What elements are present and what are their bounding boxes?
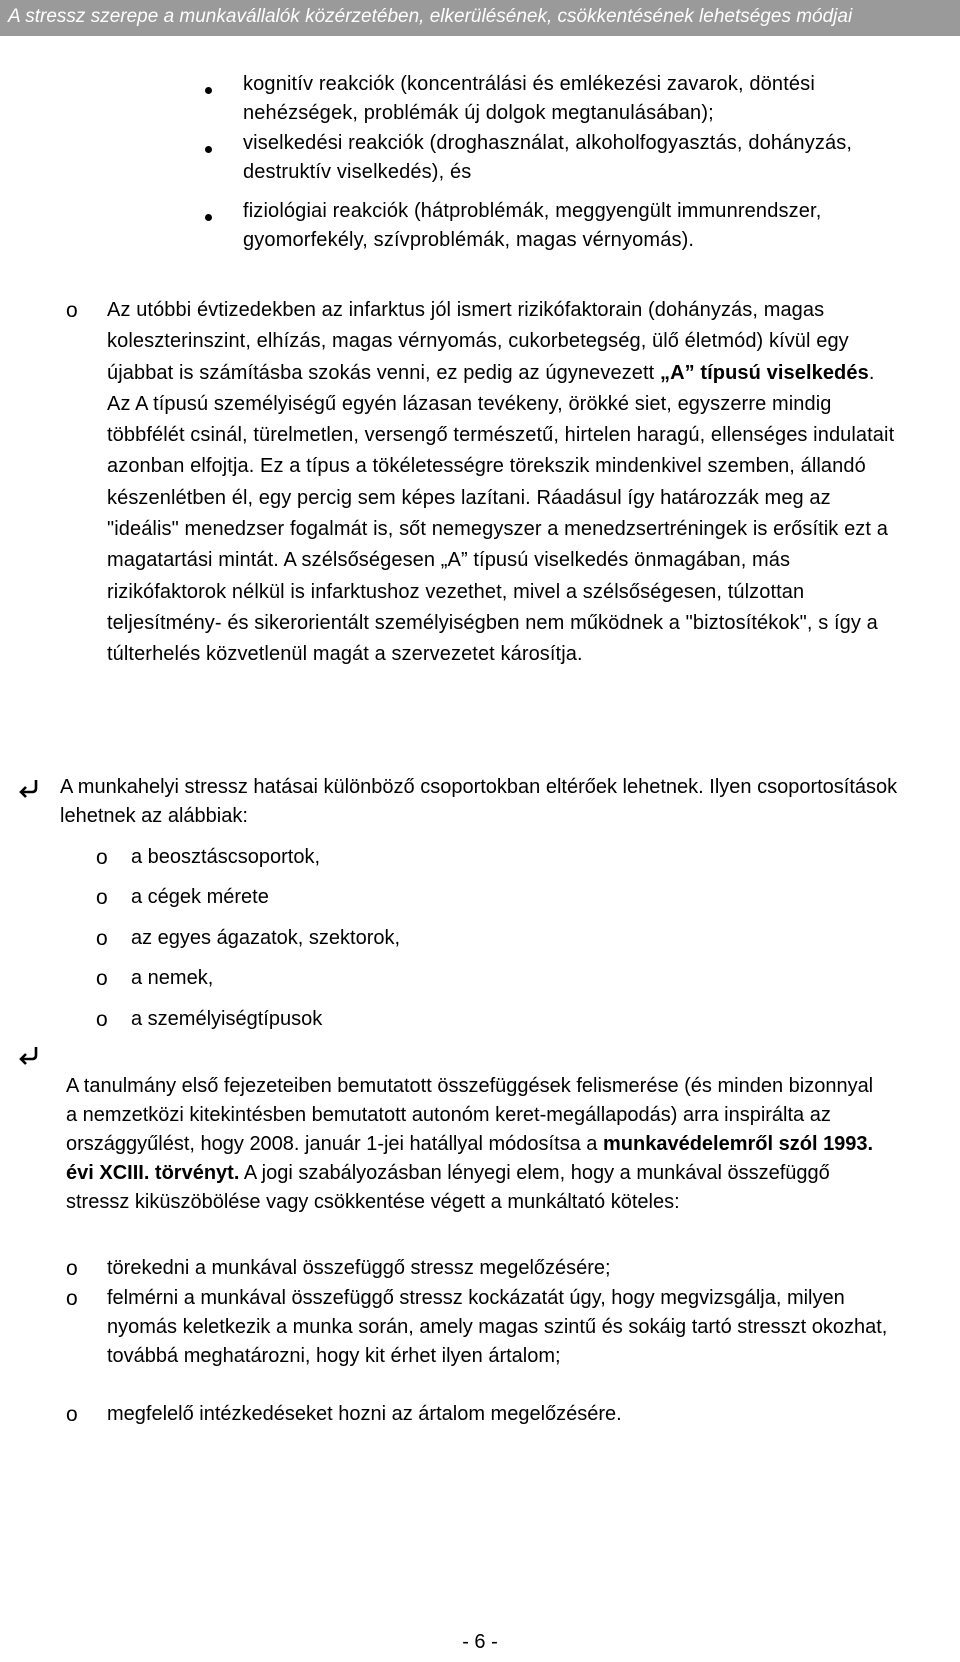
list-bullet: o <box>66 1287 78 1310</box>
list-item: fiziológiai reakciók (hátproblémák, meggyengült immunrendszer, gyomorfekély, szívproblémák, magas vérnyomás). <box>243 200 822 252</box>
list-bullet: o <box>66 1257 78 1280</box>
law-text-1: A tanulmány első fejezeteiben bemutatott összefüggések felismerése (és minden bizonnyal a nemzetközi kitekintésben bemutatott autonóm keret-megállapodás) arra inspirálta az országgyűlést, hogy 2008. január 1-jei hatállyal módosítsa a <box>66 1075 874 1155</box>
list-bullet: o <box>96 886 108 909</box>
list-bullet <box>205 214 212 221</box>
list-item: az egyes ágazatok, szektorok, <box>131 927 401 949</box>
page-header: A stressz szerepe a munkavállalók közérzetében, elkerülésének, csökkentésének lehetséges módjai <box>0 0 960 36</box>
law-text-2: A jogi szabályozásban lényegi elem, hogy a munkával összefüggő stressz kiküszöbölése vagy csökkentése végett a munkáltató köteles: <box>66 1162 830 1213</box>
list-bullet: o <box>96 1008 108 1031</box>
list-item: viselkedési reakciók (droghasználat, alkoholfogyasztás, dohányzás, destruktív viselkedés), és <box>243 132 853 184</box>
list-bullet <box>205 146 212 153</box>
list-item: a nemek, <box>131 967 214 989</box>
list-item: a személyiségtípusok <box>131 1008 323 1030</box>
list-item: kognitív reakciók (koncentrálási és emlékezési zavarok, döntési nehézségek, problémák új dolgok megtanulásában); <box>243 73 815 125</box>
type-a-paragraph <box>107 295 897 671</box>
list-item: törekedni a munkával összefüggő stressz megelőzésére; <box>107 1257 611 1279</box>
groups-intro: A munkahelyi stressz hatásai különböző csoportokban eltérőek lehetnek. Ilyen csoportosítások lehetnek az alábbiak: <box>60 776 898 827</box>
list-item: a beosztáscsoportok, <box>131 846 320 868</box>
list-bullet: o <box>96 846 108 869</box>
list-bullet: o <box>66 299 78 322</box>
law-paragraph <box>66 1072 886 1217</box>
type-a-text-1: Az utóbbi évtizedekben az infarktus jól ismert rizikófaktorain (dohányzás, magas koleszterinszint, elhízás, magas vérnyomás, cukorbetegség, ülő életmód) kívül egy újabbat is számításba szokás venni, ez pedig az úgynevezett <box>107 299 849 384</box>
list-item: felmérni a munkával összefüggő stressz kockázatát úgy, hogy megvizsgálja, milyen nyomás keletkezik a munka során, amely magas szintű és sokáig tartó stresszt okozhat, továbbá meghatározni, hogy kit érhet ilyen ártalom; <box>107 1287 888 1367</box>
list-bullet <box>205 87 212 94</box>
type-a-emphasis: „A” típusú viselkedés <box>659 361 869 384</box>
arrow-right-icon <box>18 777 40 799</box>
list-item: megfelelő intézkedéseket hozni az ártalom megelőzésére. <box>107 1403 622 1425</box>
list-item: a cégek mérete <box>131 886 269 908</box>
type-a-text-2: . Az A típusú személyiségű egyén lázasan tevékeny, örökké siet, egyszerre mindig többfélét csinál, türelmetlen, versengő természetű, hirtelen haragú, ellenséges indulatait azonban elfojtja. Ez a típus a tökéletességre törekszik mindenkivel szemben, állandó készenlétben él, egy percig sem képes lazítani. Ráadásul így határozzák meg az "ideális" menedzser fogalmát is, sőt nemegyszer a menedzsertréningek is erősítik ezt a magatartási mintát. A szélsőségesen „A” típusú viselkedés önmagában, más rizikófaktorok nélkül is infarktushoz vezethet, mivel a szélsőségesen, túlzottan teljesítmény- és sikerorientált személyiségben nem működnek a "biztosítékok", s így a túlterhelés közvetlenül magát a szervezetet károsítja. <box>107 361 895 666</box>
law-emphasis: munkavédelemről szól 1993. évi XCIII. törvényt. <box>66 1133 874 1184</box>
arrow-right-icon <box>18 1044 40 1066</box>
list-bullet: o <box>96 927 108 950</box>
list-bullet: o <box>96 967 108 990</box>
list-bullet: o <box>66 1403 78 1426</box>
page-number: - 6 - <box>462 1631 498 1653</box>
